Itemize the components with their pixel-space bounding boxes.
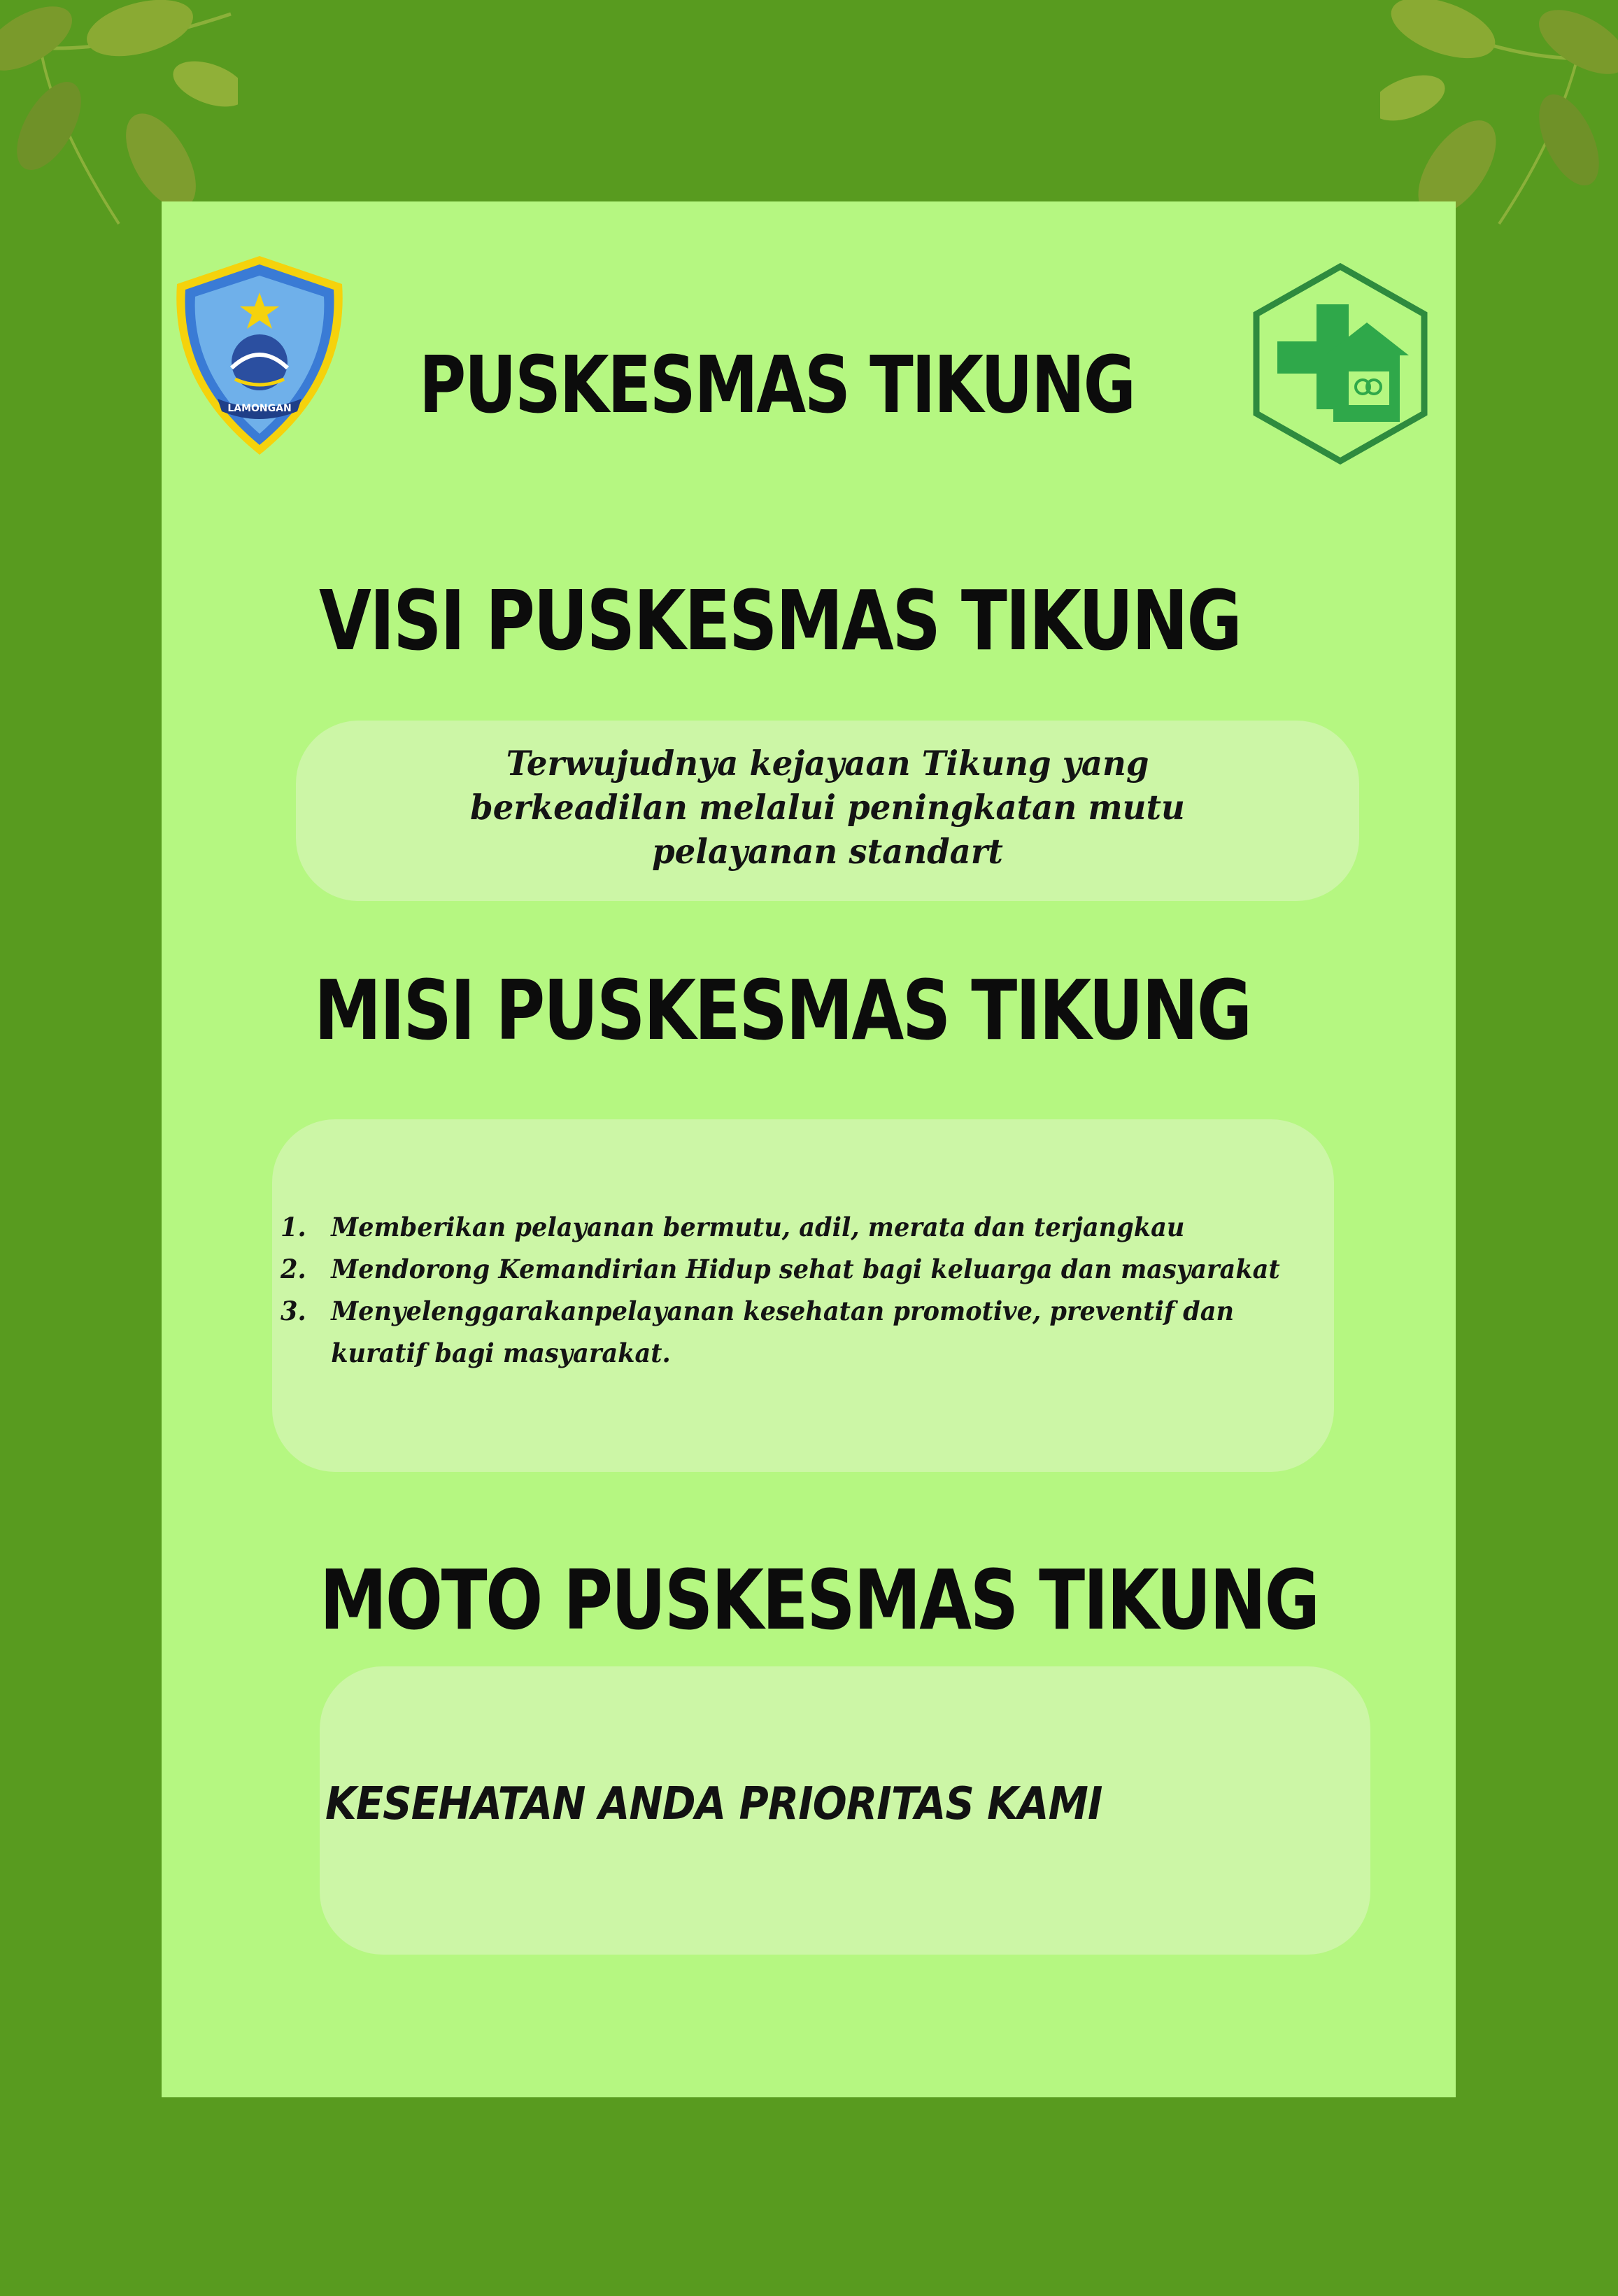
misi-box	[272, 1119, 1334, 1472]
lamongan-regency-emblem-icon	[169, 250, 350, 460]
poster-panel	[162, 201, 1456, 2097]
moto-box	[320, 1666, 1370, 1955]
visi-line: pelayanan standart	[652, 831, 1003, 872]
moto-heading: MOTO PUSKESMAS TIKUNG	[320, 1552, 1319, 1648]
misi-list	[281, 1206, 1372, 1374]
visi-box	[296, 721, 1359, 901]
visi-text	[322, 742, 1333, 874]
misi-item-text: Mendorong Kemandirian Hidup sehat bagi keluarga dan masyarakat	[331, 1254, 1280, 1284]
misi-item-text: Menyelenggarakanpelayanan kesehatan promotive, preventif dan kuratif bagi masyarakat.	[331, 1296, 1235, 1368]
moto-text: KESEHATAN ANDA PRIORITAS KAMI	[325, 1778, 1102, 1830]
page-title: PUSKESMAS TIKUNG	[419, 340, 1135, 431]
misi-item	[281, 1206, 1317, 1248]
misi-heading: MISI PUSKESMAS TIKUNG	[314, 962, 1251, 1058]
emblem-label: LAMONGAN	[227, 403, 292, 414]
misi-item-number: 1.	[281, 1212, 306, 1242]
puskesmas-cross-house-icon	[1249, 261, 1431, 467]
misi-item	[281, 1248, 1317, 1290]
misi-item-text: Memberikan pelayanan bermutu, adil, merata dan terjangkau	[331, 1212, 1185, 1242]
misi-item-number: 2.	[281, 1254, 306, 1284]
misi-item	[281, 1290, 1317, 1374]
misi-item-number: 3.	[281, 1296, 306, 1326]
visi-line: Terwujudnya kejayaan Tikung yang	[506, 743, 1149, 784]
visi-line: berkeadilan melalui peningkatan mutu	[470, 787, 1185, 828]
visi-heading: VISI PUSKESMAS TIKUNG	[319, 572, 1241, 669]
